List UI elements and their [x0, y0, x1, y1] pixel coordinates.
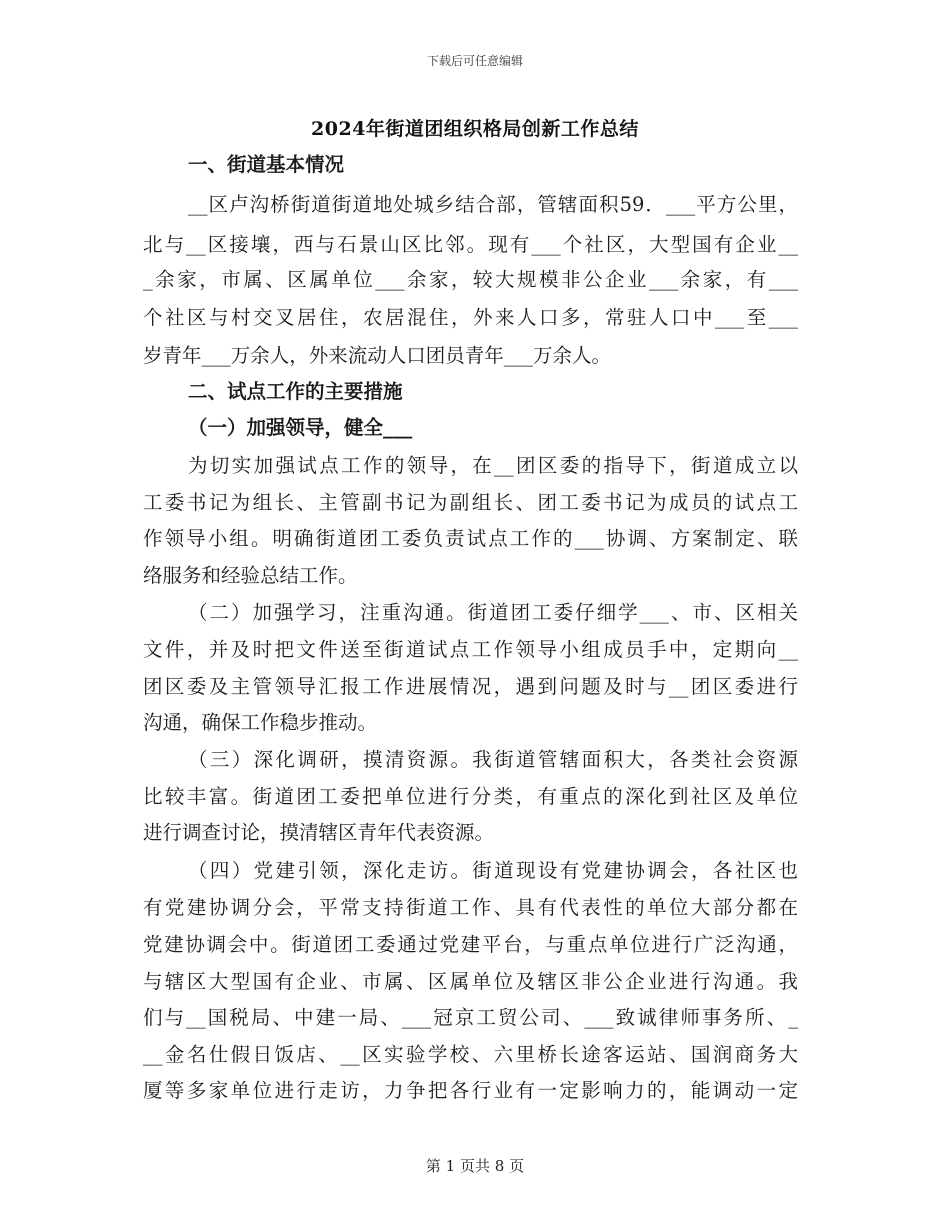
section-heading-1: 一、街道基本情况 [188, 153, 345, 176]
body-line: 比较丰富。街道团工委把单位进行分类，有重点的深化到社区及单位 [143, 785, 798, 808]
subsection-heading: （一）加强领导，健全___ [188, 416, 413, 439]
body-line: 络服务和经验总结工作。 [143, 564, 358, 587]
body-line: 北与__区接壤，西与石景山区比邻。现有___个社区，大型国有企业__ [143, 233, 798, 256]
body-line: （四）党建引领，深化走访。街道现设有党建协调会，各社区也 [188, 859, 798, 882]
body-line: 与辖区大型国有企业、市属、区属单位及辖区非公企业进行沟通。我 [143, 970, 798, 993]
body-line: 为切实加强试点工作的领导，在__团区委的指导下，街道成立以 [188, 454, 798, 477]
body-line: _余家，市属、区属单位___余家，较大规模非公企业___余家，有___ [143, 268, 798, 291]
section-heading-2: 二、试点工作的主要措施 [188, 380, 403, 403]
body-line: 文件，并及时把文件送至街道试点工作领导小组成员手中，定期向__ [143, 638, 798, 661]
header-note: 下载后可任意编辑 [426, 54, 523, 68]
body-line: 有党建协调分会，平常支持街道工作、具有代表性的单位大部分都在 [143, 896, 798, 919]
body-line: __区卢沟桥街道街道地处城乡结合部，管辖面积59．___平方公里， [188, 193, 798, 216]
document-title: 2024年街道团组织格局创新工作总结 [311, 118, 639, 140]
body-line: 党建协调会中。街道团工委通过党建平台，与重点单位进行广泛沟通， [143, 933, 798, 956]
body-line: 沟通，确保工作稳步推动。 [143, 711, 378, 734]
body-line: 们与__国税局、中建一局、___冠京工贸公司、___致诚律师事务所、_ [143, 1006, 798, 1029]
body-line: 岁青年___万余人，外来流动人口团员青年___万余人。 [143, 344, 612, 367]
body-line: 作领导小组。明确街道团工委负责试点工作的___协调、方案制定、联 [143, 527, 798, 550]
body-line: __金名仕假日饭店、__区实验学校、六里桥长途客运站、国润商务大 [143, 1043, 798, 1066]
body-line: 厦等多家单位进行走访，力争把各行业有一定影响力的，能调动一定 [143, 1079, 798, 1102]
body-line: （二）加强学习，注重沟通。街道团工委仔细学___、市、区相关 [188, 601, 798, 624]
body-line: 工委书记为组长、主管副书记为副组长、团工委书记为成员的试点工 [143, 491, 798, 514]
page-footer: 第 1 页共 8 页 [425, 1157, 525, 1175]
body-line: 团区委及主管领导汇报工作进展情况，遇到问题及时与__团区委进行 [143, 675, 798, 698]
body-line: 个社区与村交叉居住，农居混住，外来人口多，常驻人口中___至___ [143, 306, 798, 329]
body-line: 进行调查讨论，摸清辖区青年代表资源。 [143, 821, 495, 844]
body-line: （三）深化调研，摸清资源。我街道管辖面积大，各类社会资源 [188, 748, 798, 771]
